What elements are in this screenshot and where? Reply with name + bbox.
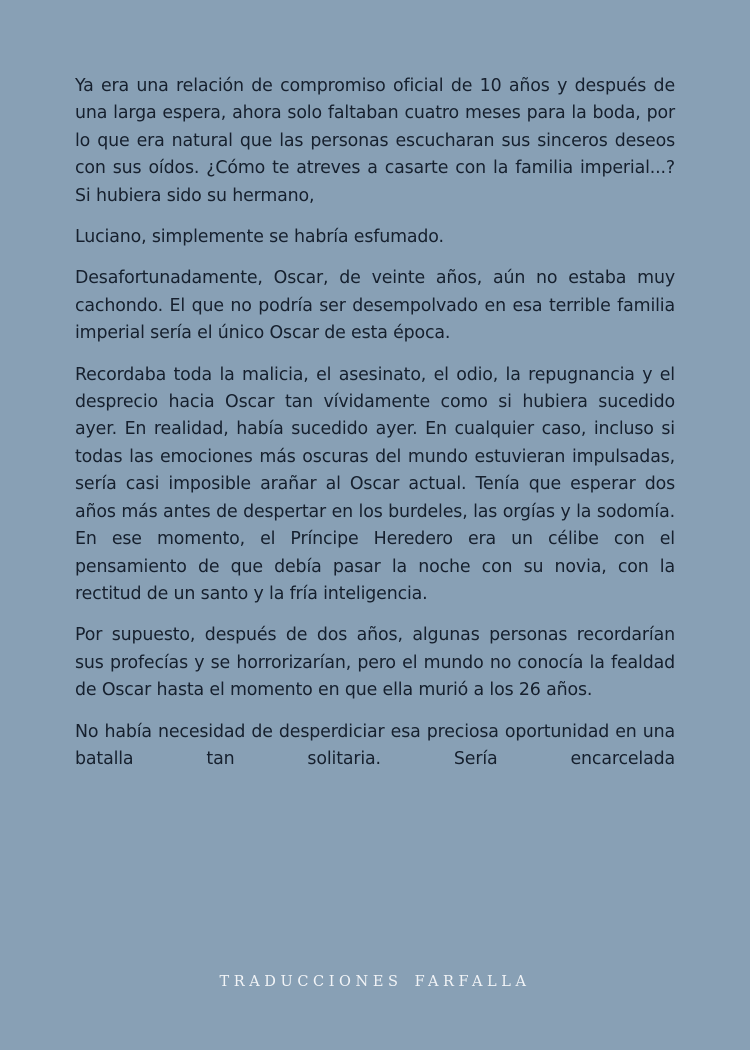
footer-word-farfalla: FARFALLA — [414, 974, 531, 990]
footer-word-translations: TRADUCCIONES — [219, 974, 403, 990]
paragraph-5: Por supuesto, después de dos años, algunas personas recordarían sus profecías y se horrorizarían, pero el mundo no conocía la fealdad de Oscar hasta el momento en que ella murió a los 26 años. — [75, 625, 675, 701]
paragraph-4: Recordaba toda la malicia, el asesinato, el odio, la repugnancia y el desprecio hacia Oscar tan vívidamente como si hubiera sucedido ayer. En realidad, había sucedido ayer. En cualquier caso, incluso si todas las emociones más oscuras del mundo estuvieran impulsadas, sería casi imposible arañar al Oscar actual. Tenía que esperar dos años más antes de despertar en los burdeles, las orgías y la sodomía. En ese momento, el Príncipe Heredero era un célibe con el pensamiento de que debía pasar la noche con su novia, con la rectitud de un santo y la fría inteligencia. — [75, 364, 675, 604]
paragraph-2: Luciano, simplemente se habría esfumado. — [75, 227, 444, 248]
paragraph-6: No había necesidad de desperdiciar esa preciosa oportunidad en una batalla tan solitaria. Sería encarcelada — [75, 721, 675, 769]
footer-credit — [0, 974, 750, 990]
document-page — [75, 73, 675, 787]
paragraph-1: Ya era una relación de compromiso oficial de 10 años y después de una larga espera, ahora solo faltaban cuatro meses para la boda, por lo que era natural que las personas escucharan sus sinceros deseos con sus oídos. ¿Cómo te atreves a casarte con la familia imperial...? Si hubiera sido su hermano, — [75, 76, 675, 206]
paragraph-3: Desafortunadamente, Oscar, de veinte años, aún no estaba muy cachondo. El que no podría ser desempolvado en esa terrible familia imperial sería el único Oscar de esta época. — [75, 268, 675, 344]
